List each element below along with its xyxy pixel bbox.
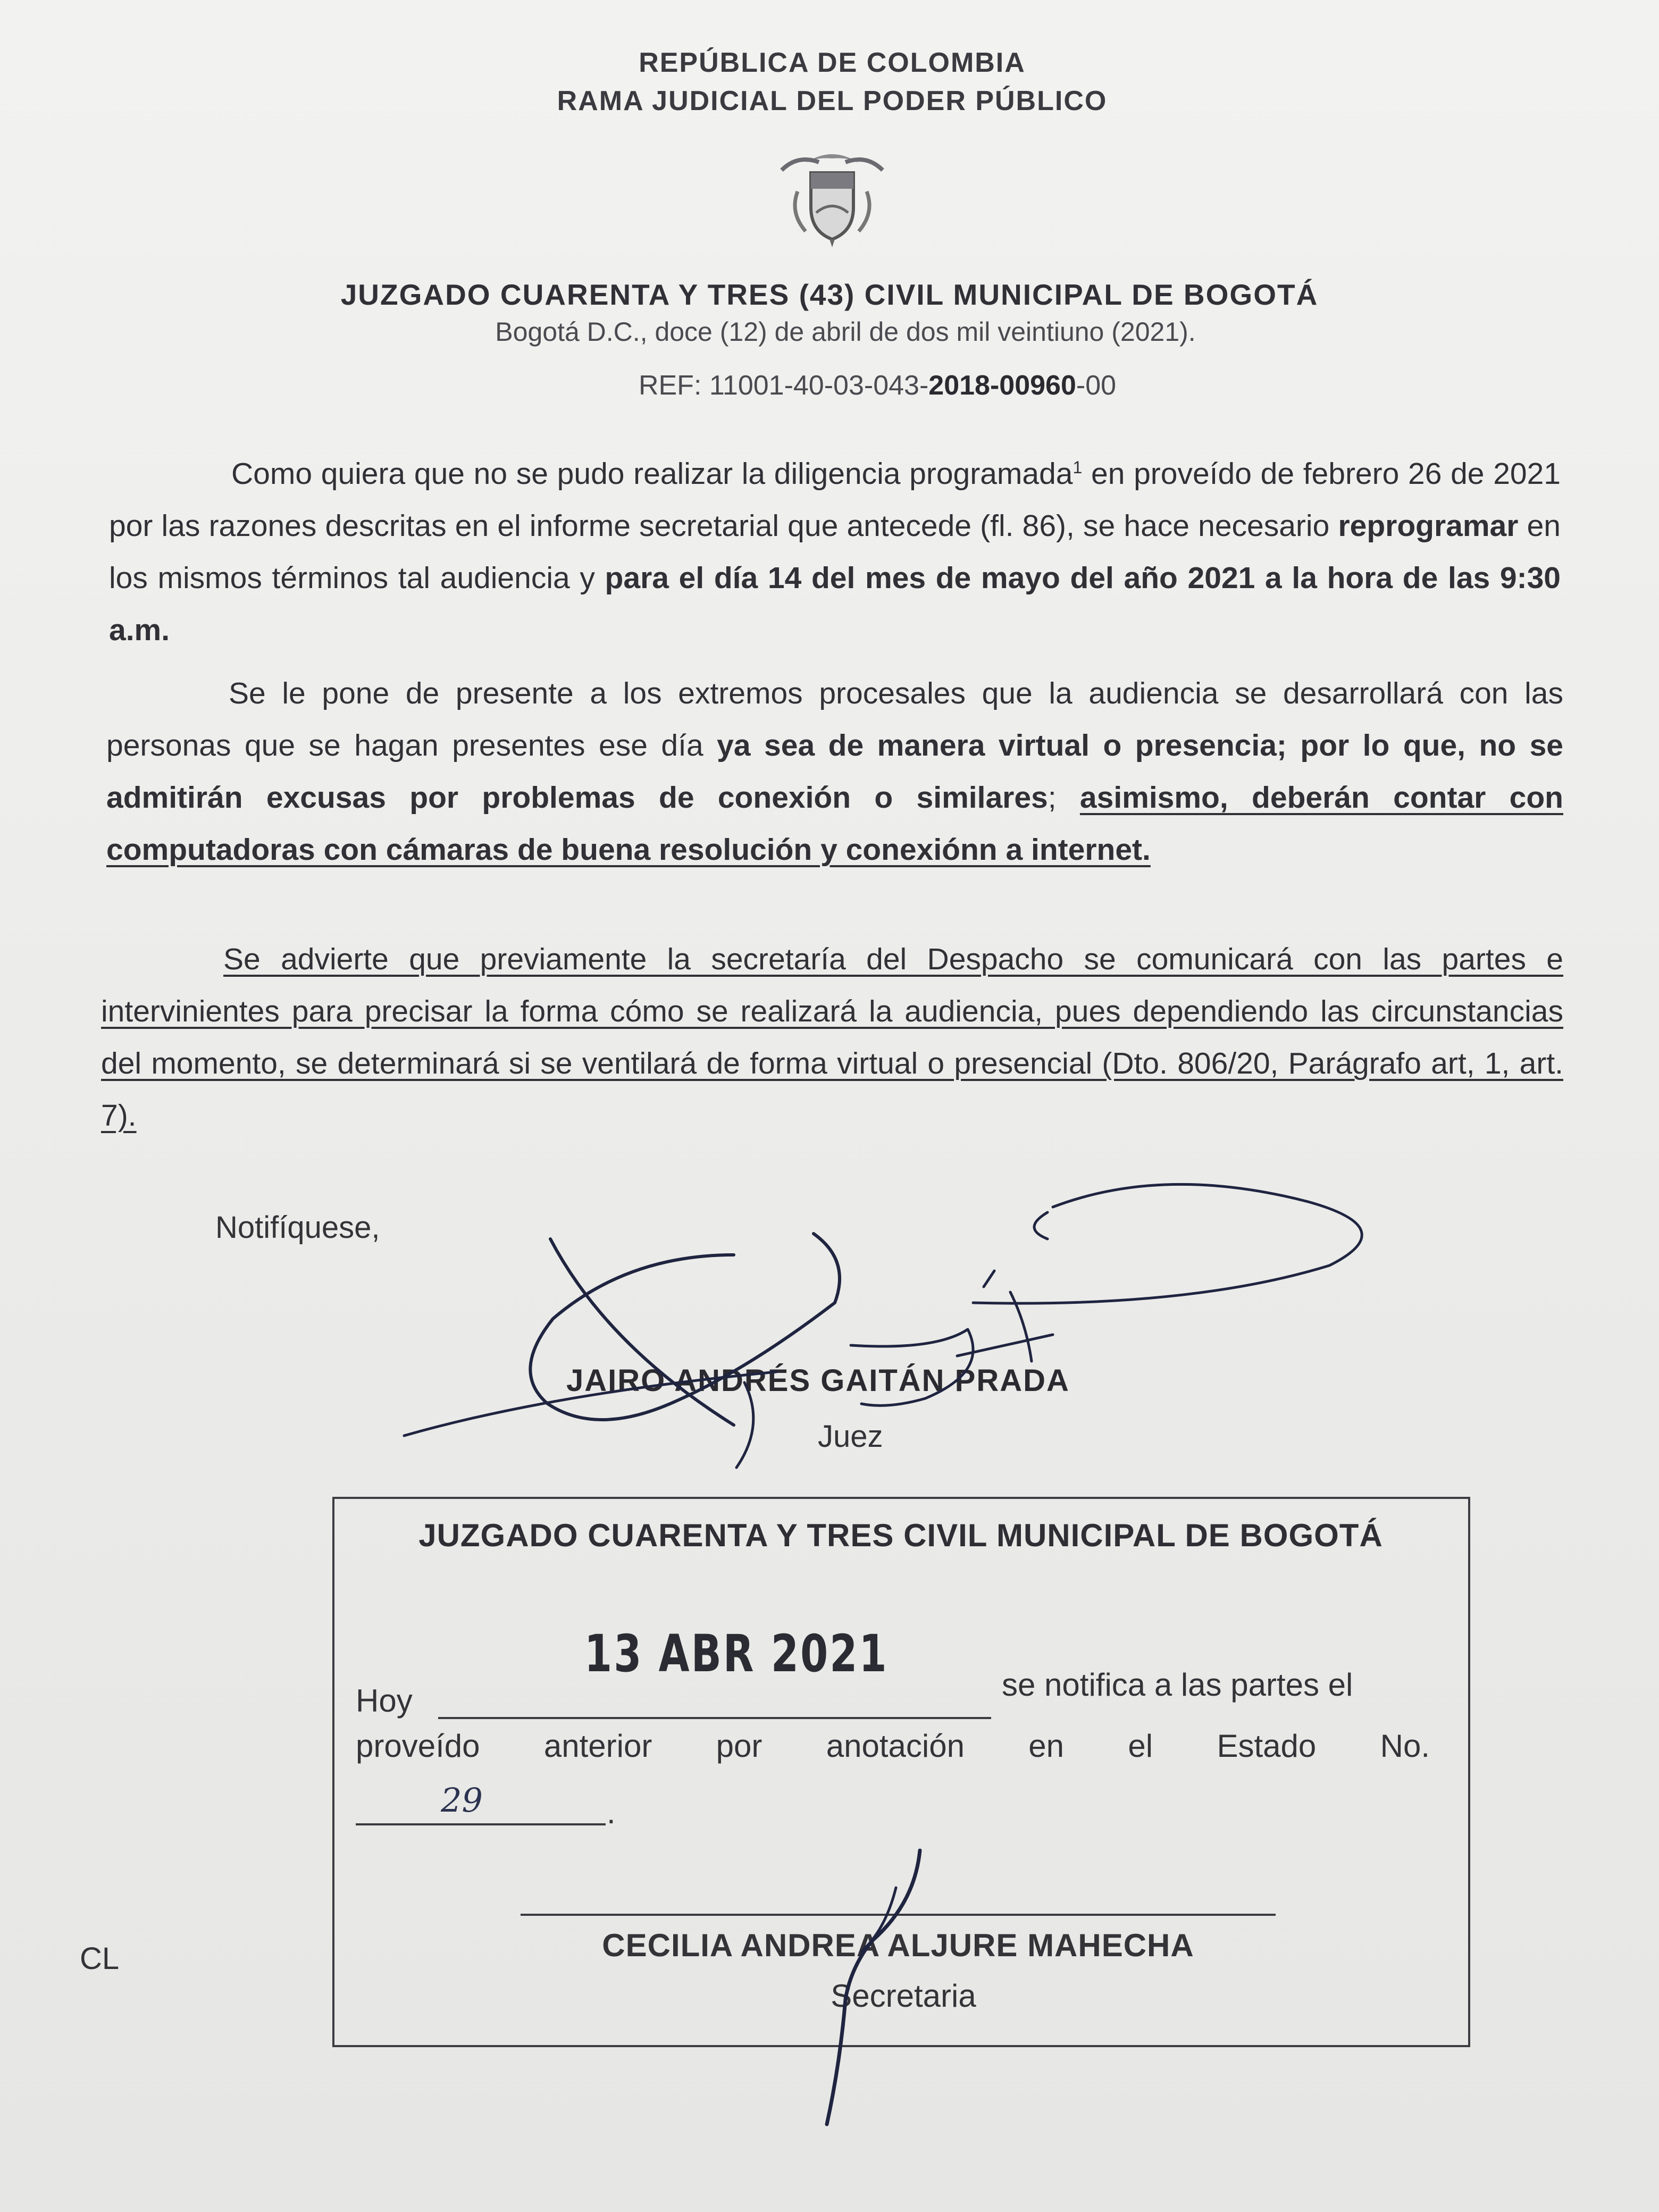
coat-of-arms-emblem <box>766 133 899 250</box>
judge-signature <box>393 1170 1521 1489</box>
branch-heading: RAMA JUDICIAL DEL PODER PÚBLICO <box>557 86 1108 116</box>
estado-number: 29 <box>441 1781 483 1820</box>
date-blank-line <box>438 1717 991 1719</box>
paragraph-reschedule: Como quiera que no se pudo realizar la diligencia programada$^1$ en proveído de febrero 26 de 2021 por las razones descritas en el informe secretarial que antecede (fl. 86), se hace necesario reprogramar en los mismos términos tal audiencia y para el día 14 del mes de mayo del año 2021 a la hora de las 9:30 a.m. <box>109 457 1561 647</box>
judge-title: Juez <box>818 1419 883 1454</box>
judge-name: JAIRO ANDRÉS GAITÁN PRADA <box>566 1363 1070 1398</box>
proveido-line: proveído anterior por anotación en el Estado No. <box>356 1728 1430 1764</box>
notification-box-title: JUZGADO CUARENTA Y TRES CIVIL MUNICIPAL DE BOGOTÁ <box>418 1518 1383 1553</box>
country-heading: REPÚBLICA DE COLOMBIA <box>639 47 1026 78</box>
notify-text: Notifíquese, <box>215 1210 380 1245</box>
estado-period: . <box>607 1795 616 1830</box>
date-stamp: 13 ABR 2021 <box>584 1624 889 1683</box>
drafter-initials: CL <box>80 1941 120 1976</box>
paragraph-attendance: Se le pone de presente a los extremos procesales que la audiencia se desarrollará con las personas que se hagan presentes ese día ya sea de manera virtual o presencia; por lo que, no se admitirán excusas por problemas de conexión o similares; asimismo, deberán contar con computadoras con cámaras de buena resolución y conexiónn a internet. <box>106 676 1564 867</box>
notify-parties-text: se notifica a las partes el <box>1002 1667 1353 1703</box>
court-name: JUZGADO CUARENTA Y TRES (43) CIVIL MUNICIPAL DE BOGOTÁ <box>340 278 1319 311</box>
case-reference: REF: 11001-40-03-043-2018-00960-00 <box>638 370 1117 401</box>
secretary-signature <box>787 1840 946 2138</box>
estado-blank-line <box>356 1823 606 1825</box>
order-date: Bogotá D.C., doce (12) de abril de dos mil veintiuno (2021). <box>495 317 1196 347</box>
secretary-name: CECILIA ANDREA ALJURE MAHECHA <box>602 1928 1194 1963</box>
hoy-label: Hoy <box>356 1683 413 1719</box>
paragraph-notice: Se advierte que previamente la secretaría del Despacho se comunicará con las partes e intervinientes para precisar la forma cómo se realizará la audiencia, pues dependiendo las circunstancias del momento, se determinará si se ventilará de forma virtual o presencial (Dto. 806/20, Parágrafo art, 1, art. 7). <box>101 942 1563 1133</box>
secretary-title: Secretaria <box>831 1978 976 2014</box>
